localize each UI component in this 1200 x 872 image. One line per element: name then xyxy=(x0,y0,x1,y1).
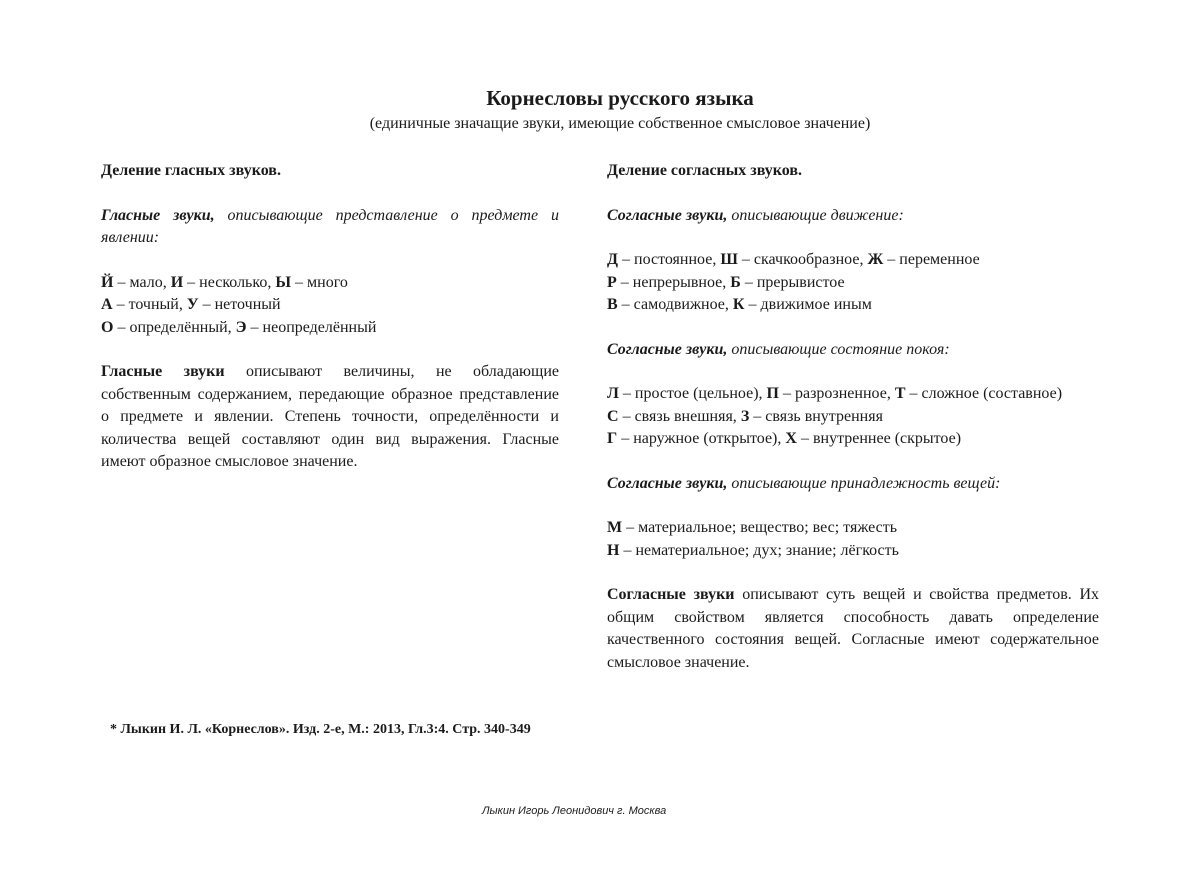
vowels-intro-text: описывающие представление о предмете и явлении: xyxy=(101,206,559,246)
vowels-list xyxy=(101,272,559,340)
vowel-line xyxy=(101,272,559,295)
consonant-line xyxy=(607,540,1099,563)
page-title: Корнесловы русского языка xyxy=(486,86,754,110)
vowel-letter: О xyxy=(101,318,114,336)
consonant-letter: Д xyxy=(607,251,619,268)
consonant-letter: В xyxy=(607,296,618,313)
consonant-meaning: – скачкообразное, xyxy=(737,251,868,268)
consonant-letter: Ш xyxy=(720,251,738,268)
consonant-meaning: – простое (цельное), xyxy=(618,385,767,402)
consonant-meaning: – самодвижное, xyxy=(617,296,733,313)
consonant-letter: Ж xyxy=(867,251,884,268)
vowel-meaning: – много xyxy=(291,273,348,291)
consonant-letter: П xyxy=(766,385,779,402)
vowel-letter: И xyxy=(170,273,184,291)
consonant-line xyxy=(607,406,1099,429)
consonants-group-intro xyxy=(607,473,1099,496)
consonants-group-rest xyxy=(607,383,1099,451)
consonant-meaning: – связь внутренняя xyxy=(749,407,883,425)
vowels-column xyxy=(101,160,559,474)
vowel-meaning: – неточный xyxy=(198,296,281,313)
vowel-letter: У xyxy=(186,296,199,313)
author-signature: Лыкин Игорь Леонидович г. Москва xyxy=(482,805,667,817)
vowels-summary xyxy=(101,361,559,474)
consonant-letter: Б xyxy=(730,273,741,291)
consonants-intro-bold: Согласные звуки, xyxy=(607,474,728,492)
consonant-letter: Р xyxy=(607,273,617,291)
consonant-letter: С xyxy=(607,407,619,425)
vowel-letter: А xyxy=(101,296,113,313)
consonant-letter: К xyxy=(732,296,745,313)
consonant-line xyxy=(607,428,1099,451)
consonant-letter: Т xyxy=(894,385,906,402)
consonant-meaning: – материальное; вещество; вес; тяжесть xyxy=(622,519,898,536)
source-footnote: * Лыкин И. Л. «Корнеслов». Изд. 2-е, М.: 2013, Гл.3:4. Стр. 340-349 xyxy=(110,722,531,737)
consonant-meaning: – движимое иным xyxy=(744,296,872,313)
consonant-letter: Х xyxy=(785,430,797,447)
vowels-intro xyxy=(101,205,559,250)
consonants-intro-text: описывающие состояние покоя: xyxy=(727,340,950,358)
consonants-summary-bold: Согласные звуки xyxy=(607,586,735,603)
consonant-line xyxy=(607,294,1099,317)
page-subtitle: (единичные значащие звуки, имеющие собственное смысловое значение) xyxy=(369,115,871,132)
vowels-summary-bold: Гласные звуки xyxy=(101,363,225,380)
consonants-summary xyxy=(607,584,1099,674)
consonant-meaning: – внутреннее (скрытое) xyxy=(796,430,962,447)
consonant-line xyxy=(607,249,1099,272)
vowel-letter: Ы xyxy=(275,273,292,291)
consonant-meaning: – постоянное, xyxy=(618,251,721,268)
consonants-group-movement xyxy=(607,249,1099,317)
vowel-letter: Э xyxy=(235,318,247,336)
consonants-intro-text: описывающие принадлежность вещей: xyxy=(727,474,1001,492)
vowels-intro-bold: Гласные звуки, xyxy=(101,206,215,224)
consonant-letter: Л xyxy=(607,385,619,402)
vowel-meaning: – определённый, xyxy=(113,318,236,336)
consonants-group-belonging xyxy=(607,517,1099,562)
vowel-meaning: – мало, xyxy=(113,273,171,291)
consonant-letter: З xyxy=(740,407,750,425)
consonant-line xyxy=(607,272,1099,295)
consonants-group-intro xyxy=(607,339,1099,362)
consonant-meaning: – нематериальное; дух; знание; лёгкость xyxy=(619,541,899,559)
consonants-intro-bold: Согласные звуки, xyxy=(607,340,728,358)
vowel-letter: Й xyxy=(101,273,114,291)
vowel-meaning: – неопределённый xyxy=(246,318,377,336)
consonant-meaning: – непрерывное, xyxy=(616,273,731,291)
consonants-summary-text: описывают суть вещей и свойства предметов. Их общим свойством является способность давать определение качественного состояния вещей. Согласные имеют содержательное смысловое значение. xyxy=(607,586,1099,671)
vowel-meaning: – несколько, xyxy=(183,273,276,291)
consonants-intro-text: описывающие движение: xyxy=(727,206,904,224)
consonant-letter: М xyxy=(607,519,623,536)
consonant-letter: Н xyxy=(607,541,620,559)
consonant-line xyxy=(607,517,1099,540)
consonant-meaning: – переменное xyxy=(883,251,980,268)
vowel-line xyxy=(101,294,559,317)
consonant-meaning: – связь внешняя, xyxy=(618,407,741,425)
vowels-summary-text: описывают величины, не обладающие собственным содержанием, передающие образное представление о предмете и явлении. Степень точности, определённости и количества вещей составляют один вид выражения. Гласные имеют образное смысловое значение. xyxy=(101,363,559,470)
consonant-letter: Г xyxy=(607,430,618,447)
consonant-meaning: – сложное (составное) xyxy=(905,385,1063,402)
consonant-line xyxy=(607,383,1099,406)
consonants-column xyxy=(607,160,1099,674)
consonants-heading: Деление согласных звуков. xyxy=(607,162,803,179)
consonants-intro-bold: Согласные звуки, xyxy=(607,206,728,224)
vowel-meaning: – точный, xyxy=(112,296,187,313)
vowels-heading: Деление гласных звуков. xyxy=(101,162,281,179)
consonant-meaning: – разрозненное, xyxy=(778,385,895,402)
consonants-group-intro xyxy=(607,205,1099,228)
consonant-meaning: – наружное (открытое), xyxy=(617,430,786,447)
consonant-meaning: – прерывистое xyxy=(740,273,845,291)
vowel-line xyxy=(101,317,559,340)
